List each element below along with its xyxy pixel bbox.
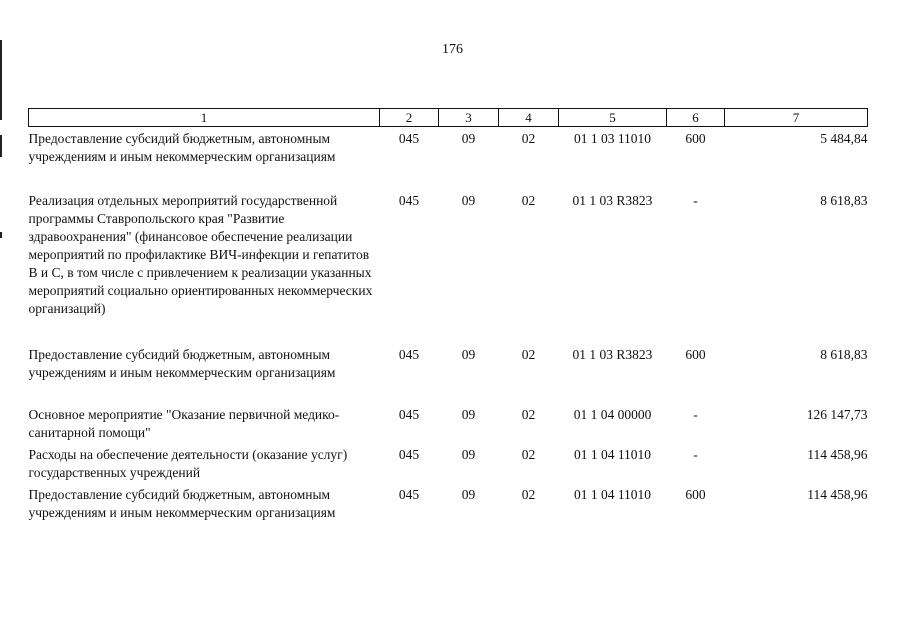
- row-amount: 5 484,84: [820, 131, 868, 146]
- row-ministry-code: 045: [398, 347, 420, 362]
- row-target-article: 01 1 03 11010: [573, 131, 652, 146]
- table-row: [29, 406, 868, 446]
- row-ministry-code: 045: [398, 447, 420, 462]
- page-number: 176: [442, 42, 463, 57]
- column-header-5: 5: [559, 109, 667, 127]
- row-name: Предоставление субсидий бюджетным, автономным учреждениям и иным некоммерческим организациям: [28, 131, 336, 164]
- row-name: Предоставление субсидий бюджетным, автономным учреждениям и иным некоммерческим организациям: [28, 347, 336, 380]
- row-ministry-code: 045: [398, 407, 420, 422]
- table-row: [29, 127, 868, 193]
- row-amount: 114 458,96: [807, 487, 868, 502]
- row-expense-type: -: [693, 447, 698, 462]
- budget-table: [28, 108, 868, 526]
- row-expense-type: -: [693, 407, 698, 422]
- row-ministry-code: 045: [398, 487, 420, 502]
- table-row: [29, 346, 868, 406]
- row-target-article: 01 1 04 00000: [573, 407, 652, 422]
- row-target-article: 01 1 03 R3823: [572, 193, 653, 208]
- row-amount: 8 618,83: [820, 193, 868, 208]
- row-name: Реализация отдельных мероприятий государственной программы Ставропольского края "Развитие здравоохранения" (финансовое обеспечение реализации мероприятий по профилактике ВИЧ-инфекции и гепатитов В и С, в том числе с привлечением к реализации указанных мероприятий социально ориентированных некоммерческих организаций): [28, 193, 373, 316]
- row-target-article: 01 1 04 11010: [573, 447, 652, 462]
- row-name: Основное мероприятие "Оказание первичной медико-санитарной помощи": [28, 407, 340, 440]
- row-subsection-code: 02: [521, 347, 536, 362]
- row-amount: 8 618,83: [820, 347, 868, 362]
- row-section-code: 09: [461, 131, 476, 146]
- column-header-7: 7: [725, 109, 868, 127]
- table-header-row: [29, 109, 868, 127]
- row-subsection-code: 02: [521, 447, 536, 462]
- row-expense-type: 600: [685, 347, 706, 362]
- row-ministry-code: 045: [398, 131, 420, 146]
- column-header-4: 4: [499, 109, 559, 127]
- row-subsection-code: 02: [521, 131, 536, 146]
- row-target-article: 01 1 04 11010: [573, 487, 652, 502]
- table-row: [29, 486, 868, 526]
- row-amount: 114 458,96: [807, 447, 868, 462]
- row-expense-type: 600: [685, 487, 706, 502]
- row-expense-type: 600: [685, 131, 706, 146]
- row-name: Предоставление субсидий бюджетным, автономным учреждениям и иным некоммерческим организациям: [28, 487, 336, 520]
- column-header-1: 1: [29, 109, 380, 127]
- column-header-3: 3: [439, 109, 499, 127]
- column-header-6: 6: [667, 109, 725, 127]
- row-subsection-code: 02: [521, 487, 536, 502]
- row-section-code: 09: [461, 193, 476, 208]
- row-subsection-code: 02: [521, 407, 536, 422]
- row-name: Расходы на обеспечение деятельности (оказание услуг) государственных учреждений: [28, 447, 348, 480]
- row-target-article: 01 1 03 R3823: [572, 347, 653, 362]
- scan-edge-mark-middle: [0, 135, 2, 157]
- column-header-2: 2: [380, 109, 439, 127]
- row-section-code: 09: [461, 447, 476, 462]
- row-subsection-code: 02: [521, 193, 536, 208]
- scan-edge-mark-small: [0, 232, 2, 238]
- row-expense-type: -: [693, 193, 698, 208]
- table-row: [29, 446, 868, 486]
- row-section-code: 09: [461, 347, 476, 362]
- row-section-code: 09: [461, 407, 476, 422]
- row-ministry-code: 045: [398, 193, 420, 208]
- row-section-code: 09: [461, 487, 476, 502]
- row-amount: 126 147,73: [806, 407, 868, 422]
- table-row: [29, 192, 868, 346]
